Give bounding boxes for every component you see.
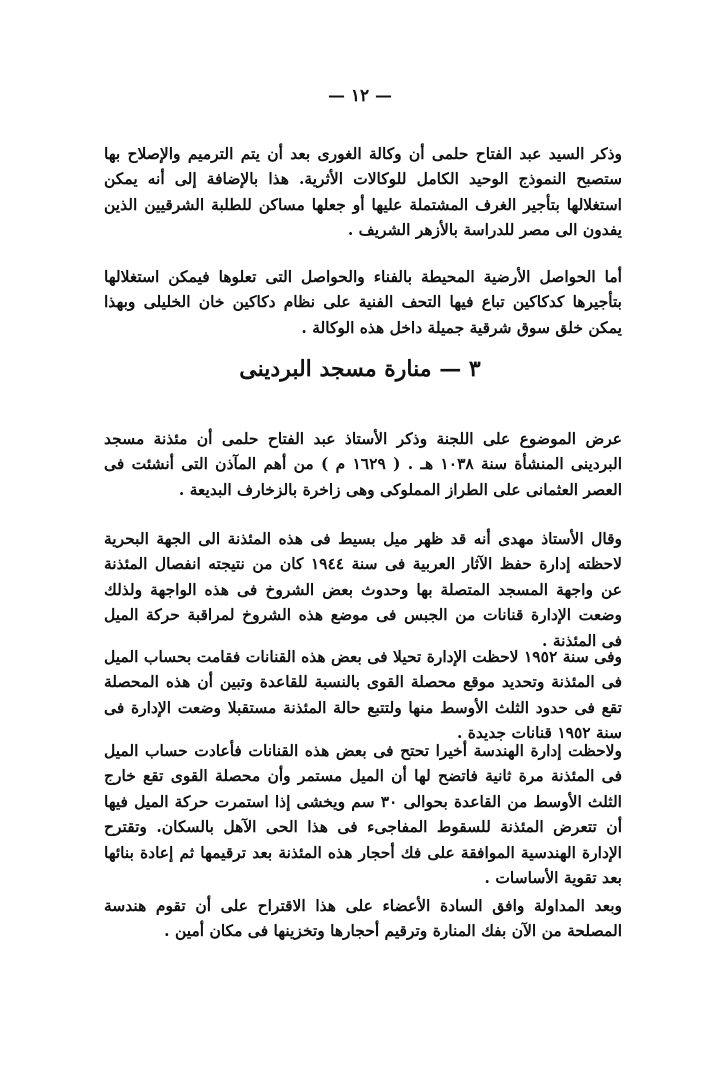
- section-heading: ٣ — منارة مسجد البردينى: [239, 356, 481, 382]
- paragraph-ground-shops: أما الحواصل الأرضية المحيطة بالفناء والحواصل التى تعلوها فيمكن استغلالها بتأجيرها كدكاكين تباع فيها التحف الفنية على نظام دكاكين خان الخليلى وبهذا يمكن خلق سوق شرقية جميلة داخل هذه الوكالة .: [104, 266, 622, 337]
- paragraph-engineering-proposal: ولاحظت إدارة الهندسة أخيرا تحتح فى بعض هذه القنانات فأعادت حساب الميل فى المئذنة مرة ثانية فاتضح لها أن الميل مستمر وأن محصلة القوى تقع خارج الثلث الأوسط من القاعدة بحوالى ٣٠ سم ويخشى إذا استمرت حركة الميل فيها أن تتعرض المئذنة للسقوط المفاجىء فى هذا الحى الآهل بالسكان. وتقترح الإدارة الهندسية الموافقة على فك أحجار هذه المئذنة بعد ترقيمها ثم إعادة بنائها بعد تقوية الأساسات .: [104, 740, 622, 887]
- paragraph-decision: وبعد المداولة وافق السادة الأعضاء على هذا الاقتراح على أن تقوم هندسة المصلحة من الآن بفك المنارة وترقيم أحجارها وتخزينها فى مكان أمين .: [104, 895, 622, 940]
- paragraph-minaret-intro: عرض الموضوع على اللجنة وذكر الأستاذ عبد الفتاح حلمى أن مئذنة مسجد البردينى المنشأة سنة ١٠٣٨ هـ . ( ١٦٢٩ م ) من أهم المآذن التى أنشئت فى العصر العثمانى على الطراز المملوكى وهى زاخرة بالزخارف البديعة .: [104, 428, 623, 499]
- page-number: — ١٢ —: [327, 86, 393, 106]
- paragraph-wikala-restoration: وذكر السيد عبد الفتاح حلمى أن وكالة الغورى بعد أن يتم الترميم والإصلاح بها ستصبح النموذج الوحيد الكامل للوكالات الأثرية. هذا بالإضافة إلى أنه يمكن استغلالها بتأجير الغرف المشتملة عليها أو جعلها مساكن للطلبة الشرقيين الذين يفدون الى مصر للدراسة بالأزهر الشريف .: [104, 143, 622, 239]
- paragraph-1952-check: وفى سنة ١٩٥٢ لاحظت الإدارة تحيلا فى بعض هذه القنانات فقامت بحساب الميل فى المئذنة وتحديد موقع محصلة القوى بالنسبة للقاعدة وتبين أن هذه المحصلة تقع فى حدود الثلث الأوسط منها ولتتبع حالة المئذنة مستقبلا وضعت الإدارة فى سنة ١٩٥٢ قنانات جديدة .: [104, 646, 622, 742]
- paragraph-tilt-1944: وقال الأستاذ مهدى أنه قد ظهر ميل بسيط فى هذه المئذنة الى الجهة البحرية لاحظته إدارة حفظ الآثار العربية فى سنة ١٩٤٤ كان من نتيجته انفصال المئذنة عن واجهة المسجد المتصلة بها وحدوث بعض الشروخ فى هذه الواجهة ولذلك وضعت الإدارة قنانات من الجبس فى موضع هذه الشروخ لمراقبة حركة الميل فى المئذنة .: [104, 528, 622, 650]
